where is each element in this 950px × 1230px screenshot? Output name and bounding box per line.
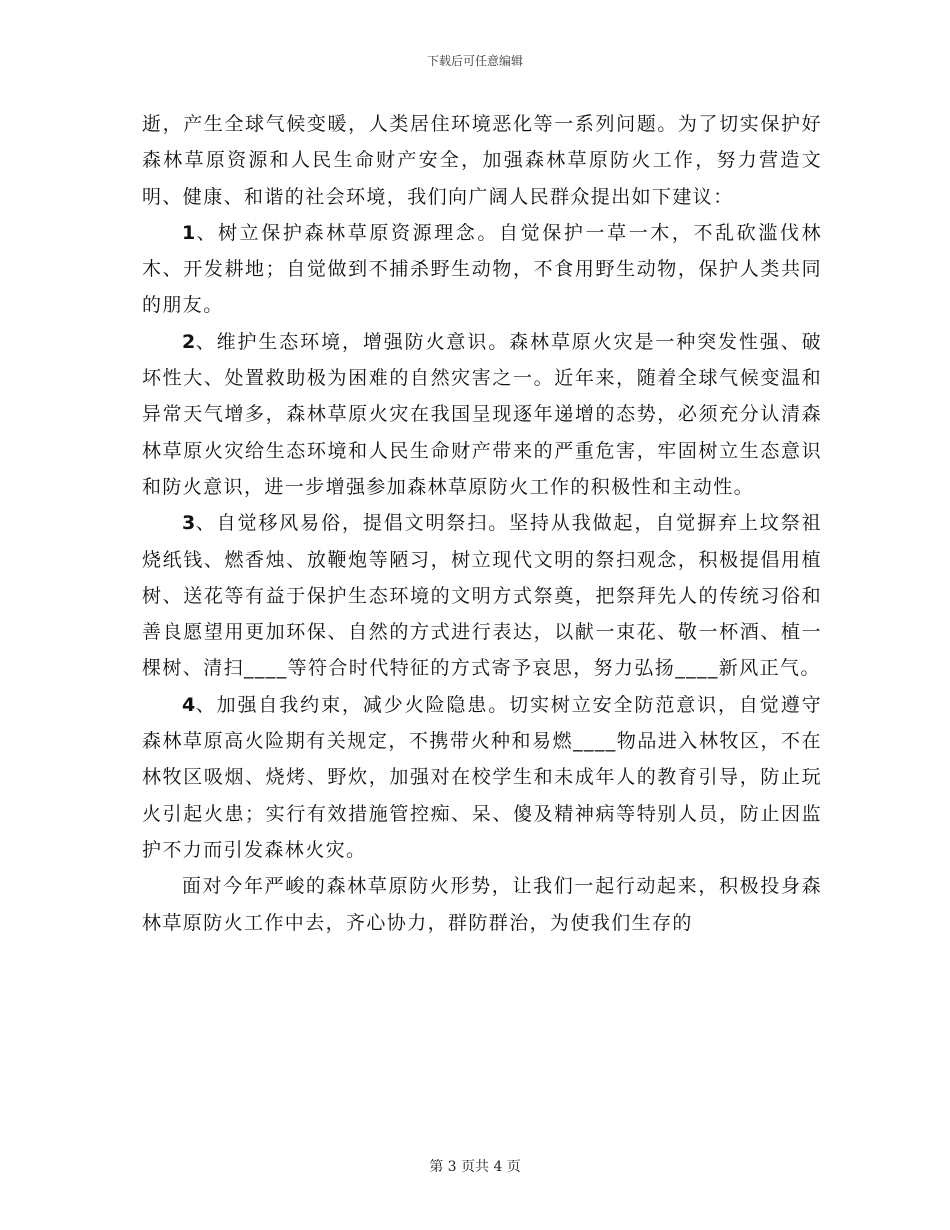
paragraph-item-2 bbox=[142, 324, 822, 505]
paragraph-item-1 bbox=[142, 215, 822, 324]
page-header: 下载后可任意编辑 bbox=[426, 54, 523, 68]
paragraph-text: 、维护生态环境，增强防火意识。森林草原火灾是一种突发性强、破坏性大、处置救助极为困难的自然灾害之一。近年来，随着全球气候变温和异常天气增多，森林草原火灾在我国呈现逐年递增的态势，必须充分认清森林草原火灾给生态环境和人民生命财产带来的严重危害，牢固树立生态意识和防火意识，进一步增强参加森林草原防火工作的积极性和主动性。 bbox=[142, 330, 822, 498]
item-number: 1 bbox=[182, 221, 196, 244]
paragraph-text: 面对今年严峻的森林草原防火形势，让我们一起行动起来，积极投身森林草原防火工作中去，齐心协力，群防群治，为使我们生存的 bbox=[142, 875, 822, 934]
document-body bbox=[142, 106, 822, 941]
paragraph-text: 逝，产生全球气候变暖，人类居住环境恶化等一系列问题。为了切实保护好森林草原资源和人民生命财产安全，加强森林草原防火工作，努力营造文明、健康、和谐的社会环境，我们向广阔人民群众提出如下建议： bbox=[142, 113, 822, 208]
paragraph-text: 、加强自我约束，减少火险隐患。切实树立安全防范意识，自觉遵守森林草原高火险期有关规定，不携带火种和易燃____物品进入林牧区，不在林牧区吸烟、烧烤、野炊，加强对在校学生和未成年人的教育引导，防止玩火引起火患；实行有效措施管控痴、呆、傻及精神病等特别人员，防止因监护不力而引发森林火灾。 bbox=[142, 693, 822, 861]
paragraph-intro bbox=[142, 106, 822, 215]
item-number: 4 bbox=[182, 693, 196, 716]
paragraph-closing bbox=[142, 868, 822, 941]
paragraph-text: 、树立保护森林草原资源理念。自觉保护一草一木，不乱砍滥伐林木、开发耕地；自觉做到不捕杀野生动物，不食用野生动物，保护人类共同的朋友。 bbox=[142, 221, 822, 317]
page-footer: 第 3 页共 4 页 bbox=[429, 1159, 521, 1175]
item-number: 3 bbox=[182, 512, 196, 535]
paragraph-item-3 bbox=[142, 505, 822, 686]
item-number: 2 bbox=[182, 330, 196, 353]
paragraph-item-4 bbox=[142, 687, 822, 868]
paragraph-text: 、自觉移风易俗，提倡文明祭扫。坚持从我做起，自觉摒弃上坟祭祖烧纸钱、燃香烛、放鞭炮等陋习，树立现代文明的祭扫观念，积极提倡用植树、送花等有益于保护生态环境的文明方式祭奠，把祭拜先人的传统习俗和善良愿望用更加环保、自然的方式进行表达，以献一束花、敬一杯酒、植一棵树、清扫____等符合时代特征的方式寄予哀思，努力弘扬____新风正气。 bbox=[142, 512, 822, 680]
